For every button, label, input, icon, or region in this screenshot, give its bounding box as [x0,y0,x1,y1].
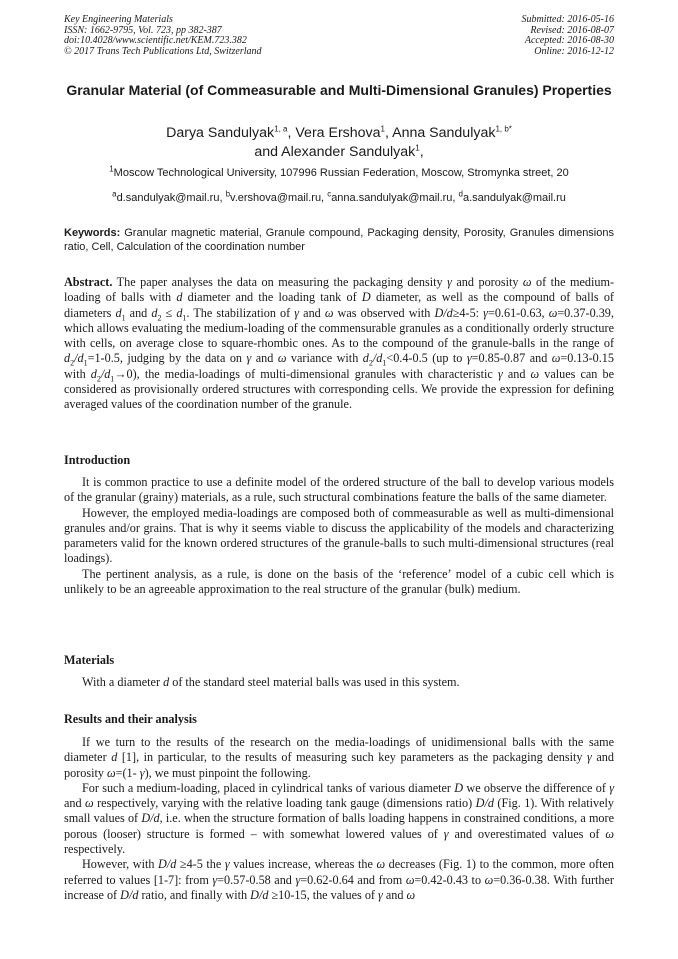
symbol: d [115,305,122,320]
paragraph [64,675,614,690]
symbol: /d [74,351,84,366]
text: =0.42-0.43 to [414,872,485,887]
symbol: γ [443,826,449,841]
symbol: /d [100,366,111,381]
journal-header-left [64,15,262,57]
symbol: ω [530,366,540,381]
affiliation-sup: 1 [109,164,114,174]
email-list [50,191,628,205]
text: respectively. [64,842,126,857]
symbol: d [90,366,97,381]
symbol: γ [294,305,300,320]
text: was observed with [333,305,435,320]
symbol: d [362,351,369,366]
text: values can be considered as provisionally ordered structures with corresponding cells. We provide the expression for defining averaged values of the coordination number of the granule. [64,366,614,412]
section-heading-materials: Materials [64,653,115,667]
symbol: γ [466,351,472,366]
text: However, with [82,857,159,872]
accepted-date: Accepted: 2016-08-30 [524,35,614,46]
materials-section [64,675,614,690]
symbol: γ [483,305,488,320]
introduction-section [64,475,614,597]
text: and overestimated values of [448,826,606,841]
symbol: d [64,351,71,366]
paragraph [64,857,614,903]
online-date: Online: 2016-12-12 [534,45,614,57]
text: diameter and the loading tank of [182,290,362,305]
paper-title: Granular Material (of Commeasurable and Multi-Dimensional Granules) Properties [66,82,612,98]
text: ratio, and finally with [138,887,251,902]
subscript: 1 [382,358,387,368]
text: =0.85-0.87 and [471,351,552,366]
text: ), we must pinpoint the following. [144,765,311,780]
text: ≥4-5 the [176,857,225,872]
subscript: 2 [96,374,101,384]
symbol: ω [324,305,334,320]
text: ≥4-5: [452,305,484,320]
text: variance with [286,351,363,366]
email-sup: c [327,189,332,199]
paragraph [64,781,614,857]
symbol: ω [548,305,558,320]
copyright: © 2017 Trans Tech Publications Ltd, Switzerland [64,45,262,57]
text: ≤ [161,305,177,320]
symbol: γ [295,872,301,887]
text: of the medium-loading of balls with [64,275,615,305]
symbol: γ [378,887,383,902]
journal-name: Key Engineering Materials [64,14,173,25]
symbol: d [176,290,183,305]
affiliation [50,166,628,180]
text: we observe the difference of [463,780,610,795]
revised-date: Revised: 2016-08-07 [530,24,614,36]
text: and porosity [451,275,523,289]
subscript: 2 [157,313,162,323]
symbol: D [361,290,371,305]
author-sup: 1 [380,124,385,134]
symbol: γ [497,366,503,381]
symbol: D/d [475,796,494,811]
text: diameter, as well as the compound of balls of diameters [64,290,614,320]
text: decreases (Fig. 1) to the common, more often referred to values [1-7]: from [64,857,614,887]
paragraph: The pertinent analysis, as a rule, is done on the basis of the ‘reference’ model of a cubic cell which is unlikely to be an agreeable approximation to the real structure of the granular (bulk) medium. [64,566,614,597]
text: =1-0.5, judging by the data on [87,351,247,366]
author-list [50,124,628,161]
results-section [64,735,614,903]
symbol: γ [587,750,592,765]
author-trail: , [419,143,424,160]
author-sup: 1, b* [495,124,512,134]
symbol: ω [522,275,532,289]
email-link[interactable]: d.sandulyak@mail.ru, [116,192,226,204]
text: (Fig. 1). With relatively small values of [64,796,614,826]
text: and [64,796,86,811]
symbol: ω [605,826,614,841]
symbol: γ [212,872,218,887]
affiliation-text: Moscow Technological University, 107996 Russian Federation, Moscow, Stromynka street, 20 [113,167,569,179]
text: values increase, whereas the [229,857,377,872]
author-sup: 1 [415,142,420,152]
symbol: d [163,675,170,689]
symbol: D/d [120,887,139,902]
author-sup: 1, a [274,124,288,134]
paragraph [64,735,614,781]
text: The paper analyses the data on measuring the packaging density [112,275,448,289]
symbol: ω [551,351,561,366]
paragraph: However, the employed media-loadings are composed both of commeasurable as well as multi-dimensional granules and/or grains. That is why it seems viable to discuss the applicability of the models and characterizing parameters valid for the known ordered structures of the granule-balls to such multi-dimensional structures (real loadings). [64,505,614,566]
text: =0.57-0.58 and [217,872,296,887]
text: and [382,887,407,902]
text: respectively, varying with the relative loading tank gauge (dimensions ratio) [93,796,476,811]
doi: doi:10.4028/www.scientific.net/KEM.723.382 [64,35,247,46]
symbol: ω [376,857,386,872]
issn: ISSN: 1662-9795, Vol. 723, pp 382-387 [64,24,222,36]
symbol: d [111,750,118,765]
text: ≥10-15, the values of [268,887,379,902]
keywords-label: Keywords: [64,227,121,239]
text: . The stabilization of [186,305,295,320]
author-name: Darya Sandulyak [166,125,275,141]
text: and [125,305,152,320]
subscript: 2 [368,358,373,368]
subscript: 1 [110,374,115,384]
text: and [502,366,531,381]
subscript: 1 [83,358,88,368]
text: and [251,351,278,366]
email-link[interactable]: a.sandulyak@mail.ru [462,192,566,204]
text: , i.e. when the structure formation of balls loading happens in constrained conditions, a more porous (looser) structure is formed – with somewhat lowered values of [64,811,614,841]
abstract-paragraph [64,275,614,413]
abstract-label: Abstract. [64,275,113,289]
email-sup: a [112,189,117,199]
text: =0.61-0.63, [487,305,549,320]
email-link[interactable]: anna.sandulyak@mail.ru, [331,192,459,204]
section-heading-results: Results and their analysis [64,712,197,726]
paragraph: It is common practice to use a definite model of the ordered structure of the ball to develop various models of the granular (grainy) materials, as a rule, such structural combinations feature the balls of the same diameter. [64,475,614,505]
author-name: , Vera Ershova [287,125,381,141]
text: and [299,305,325,320]
text: =0.37-0.39, which allows evaluating the medium-loading of the commensurable granules as a conditionally orderly structure with cells, on average close to square-rhombic ones. As to the compound of the granule-balls in the range of [64,305,614,351]
text: of the standard steel material balls was used in this system. [169,675,460,689]
symbol: D/d [141,811,160,826]
symbol: γ [609,780,614,795]
text: =0.13-0.15 with [64,351,614,381]
symbol: γ [246,351,252,366]
email-sup: d [458,189,463,199]
author-name: and Alexander Sandulyak [254,143,416,160]
subscript: 1 [182,313,187,323]
text: <0.4-0.5 (up to [386,351,467,366]
symbol: D/d [250,887,269,902]
symbol: ω [277,351,287,366]
text: and porosity [64,750,614,780]
text: =0.36-0.38. With further increase of [64,872,614,902]
symbol: /d [372,351,383,366]
text: →0), the media-loadings of multi-dimensional granules with characteristic [114,366,498,381]
symbol: d [176,305,183,320]
submitted-date: Submitted: 2016-05-16 [521,14,614,25]
email-sup: b [225,189,231,199]
keywords [64,227,614,254]
symbol: γ [224,857,230,872]
symbol: D/d [158,857,177,872]
symbol: ω [406,887,416,902]
subscript: 2 [70,358,75,368]
section-heading-introduction: Introduction [64,453,131,467]
abstract [64,275,614,413]
text: [1], in particular, to the results of measuring such key parameters as the packaging density [117,750,588,765]
text: For such a medium-loading, placed in cylindrical tanks of various diameter [82,780,455,795]
email-link[interactable]: v.ershova@mail.ru, [230,192,328,204]
symbol: ω [85,796,94,811]
text: With a diameter [82,675,164,689]
text: =(1- [115,765,140,780]
symbol: γ [139,765,145,780]
symbol: ω [484,872,494,887]
symbol: γ [447,275,452,289]
journal-header-right [522,15,615,57]
symbol: ω [405,872,415,887]
author-name: , Anna Sandulyak [385,125,496,141]
symbol: d [151,305,158,320]
symbol: D [454,780,464,795]
symbol: D/d [434,305,453,320]
text: If we turn to the results of the research on the media-loadings of unidimensional balls with the same diameter [64,735,614,765]
keywords-text: Granular magnetic material, Granule compound, Packaging density, Porosity, Granules dimensions ratio, Cell, Calculation of the coordination number [64,227,614,253]
subscript: 1 [121,313,126,323]
symbol: ω [107,765,116,780]
text: =0.62-0.64 and from [300,872,406,887]
